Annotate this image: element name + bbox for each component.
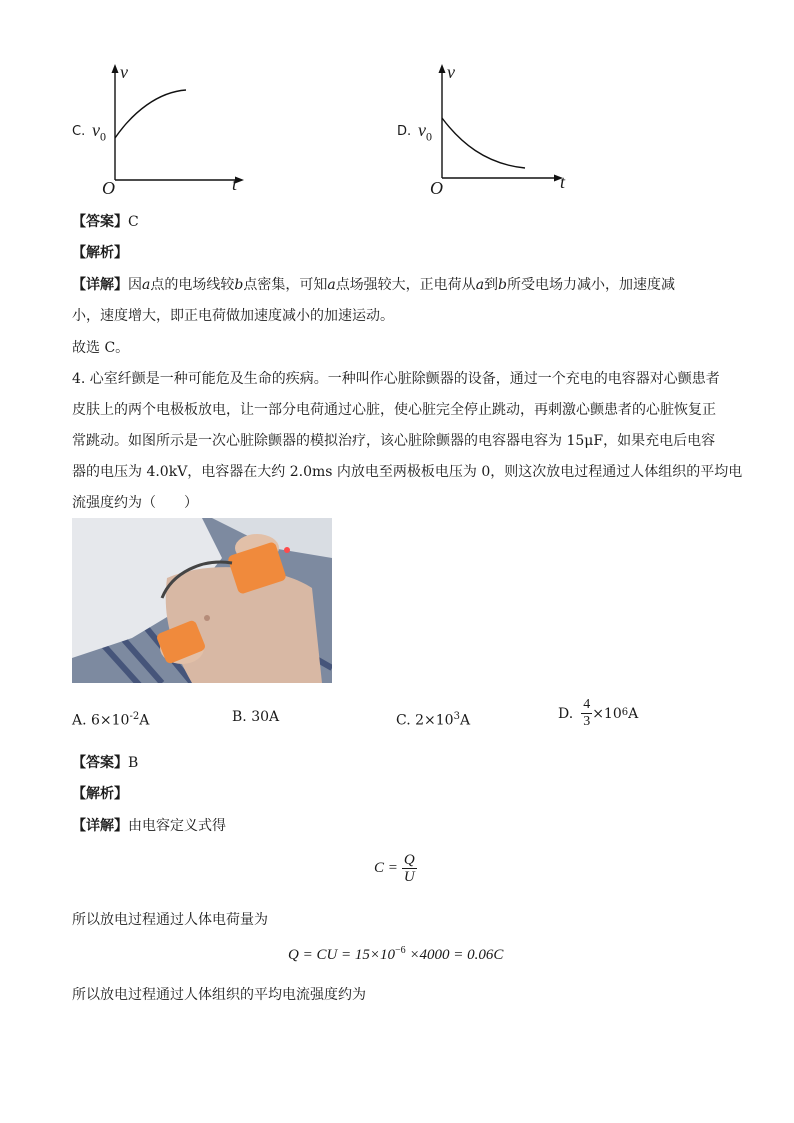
graph-d-v0-label: $v_0$ [418, 120, 432, 144]
q3-detail-line2: 小，速度增大，即正电荷做加速度减小的加速运动。 [72, 308, 394, 324]
graph-c-curve [115, 90, 186, 138]
q4-line4: 器的电压为 4.0kV，电容器在大约 2.0ms 内放电至两极板电压为 0，则这次放电过程通过人体组织的平均电 [72, 464, 743, 480]
q4-answer: 【答案】B [72, 755, 139, 771]
answer-tag: 【答案】 [72, 755, 128, 771]
defibrillator-photo [72, 518, 332, 683]
graph-c-y-arrow [112, 64, 119, 73]
q3-detail-line1: 【详解】因a点的电场线较b点密集，可知a点场强较大，正电荷从a到b所受电场力减小，加速度减 [72, 277, 676, 293]
graph-d-origin-label: O [430, 178, 443, 198]
q4-line3: 常跳动。如图所示是一次心脏除颤器的模拟治疗，该心脏除颤器的电容器电容为 15μF，如果充电后电容 [72, 433, 716, 449]
option-d-label: D. [397, 124, 412, 139]
graph-d-curve [442, 118, 525, 168]
graph-c-t-label: t [232, 174, 238, 194]
answer-tag: 【答案】 [72, 214, 128, 230]
graph-c-v-label: v [120, 62, 128, 82]
q4-analysis-tag: 【解析】 [72, 786, 128, 802]
q4-option-b: B. 30A [232, 709, 280, 725]
q3-conclusion: 故选 C。 [72, 340, 130, 356]
graph-c-origin-label: O [102, 178, 115, 198]
option-c-label: C. [72, 124, 86, 139]
q4-line1: 4. 心室纤颤是一种可能危及生命的疾病。一种叫作心脏除颤器的设备，通过一个充电的电容器对心颤患者 [72, 371, 720, 387]
q4-line2: 皮肤上的两个电极板放电，让一部分电荷通过心脏，使心脏完全停止跳动，再刺激心颤患者的心脏恢复正 [72, 402, 716, 418]
q4-line5: 流强度约为（ ） [72, 495, 198, 511]
q4-option-d: D. $\frac{4}{3}$ ×10 6 A [558, 697, 639, 729]
q3-answer: 【答案】C [72, 214, 139, 230]
q4-current-text: 所以放电过程通过人体组织的平均电流强度约为 [72, 987, 366, 1003]
equation-charge: Q = CU = $15\times 10^{-6} \times 4000 = 0.06C$ [288, 945, 504, 963]
graph-d-v-label: v [447, 62, 455, 82]
q4-charge-text: 所以放电过程通过人体电荷量为 [72, 912, 268, 928]
graph-d-y-arrow [439, 64, 446, 73]
q4-option-c: C. $2\times 10^3A$ [396, 711, 471, 729]
graph-c-v0-label: $v_0$ [92, 120, 106, 144]
q3-analysis-tag: 【解析】 [72, 245, 128, 261]
graph-d-t-label: t [560, 172, 566, 192]
equation-capacitance: C = $\frac{Q}{U}$ [374, 852, 415, 885]
q4-option-a: A. $6\times 10^{-2}A$ [72, 711, 150, 729]
q4-detail: 【详解】由电容定义式得 [72, 818, 226, 834]
